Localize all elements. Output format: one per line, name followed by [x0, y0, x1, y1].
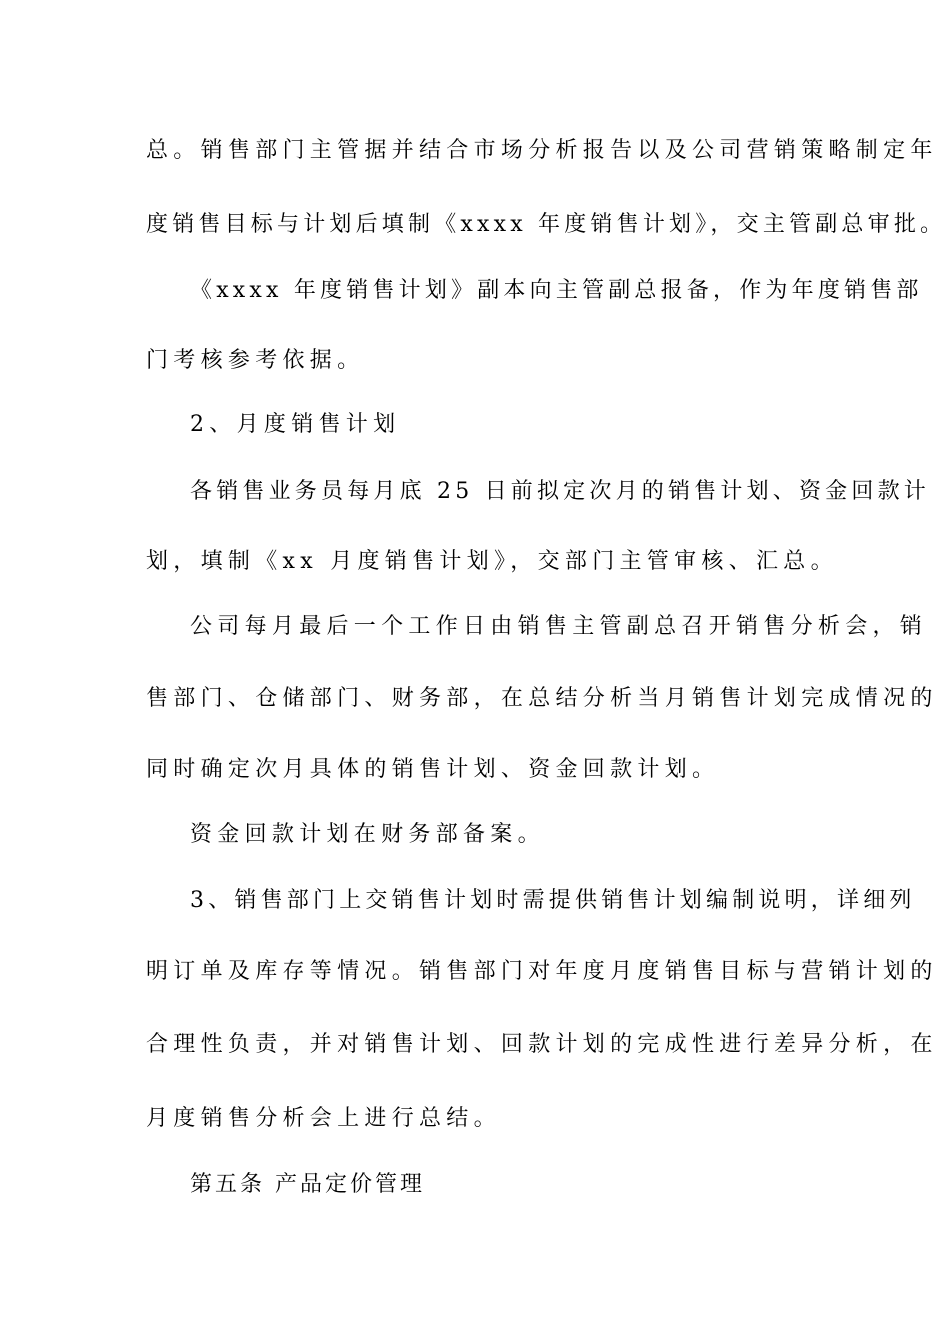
paragraph-line: 《xxxx 年度销售计划》副本向主管副总报备，作为年度销售部 — [190, 278, 923, 303]
section-heading: 3、销售部门上交销售计划时需提供销售计划编制说明，详细列 — [190, 888, 916, 913]
paragraph-line: 明订单及库存等情况。销售部门对年度月度销售目标与营销计划的 — [146, 959, 938, 984]
paragraph-line: 合理性负责，并对销售计划、回款计划的完成性进行差异分析，在 — [146, 1032, 938, 1057]
paragraph-line: 售部门、仓储部门、财务部，在总结分析当月销售计划完成情况的 — [146, 686, 938, 711]
paragraph-line: 门考核参考依据。 — [146, 348, 365, 373]
article-heading: 第五条 产品定价管理 — [190, 1172, 425, 1197]
paragraph-line: 同时确定次月具体的销售计划、资金回款计划。 — [146, 757, 720, 782]
section-heading: 2、月度销售计划 — [190, 412, 401, 437]
paragraph-line: 度销售目标与计划后填制《xxxx 年度销售计划》，交主管副总审批。 — [146, 212, 947, 237]
paragraph-line: 月度销售分析会上进行总结。 — [146, 1106, 501, 1131]
paragraph-line: 总。销售部门主管据并结合市场分析报告以及公司营销策略制定年 — [146, 138, 938, 163]
paragraph-line: 资金回款计划在财务部备案。 — [190, 822, 545, 847]
paragraph-line: 各销售业务员每月底 25 日前拟定次月的销售计划、资金回款计 — [190, 479, 930, 504]
paragraph-line: 公司每月最后一个工作日由销售主管副总召开销售分析会，销 — [190, 614, 928, 639]
paragraph-line: 划，填制《xx 月度销售计划》，交部门主管审核、汇总。 — [146, 549, 838, 574]
